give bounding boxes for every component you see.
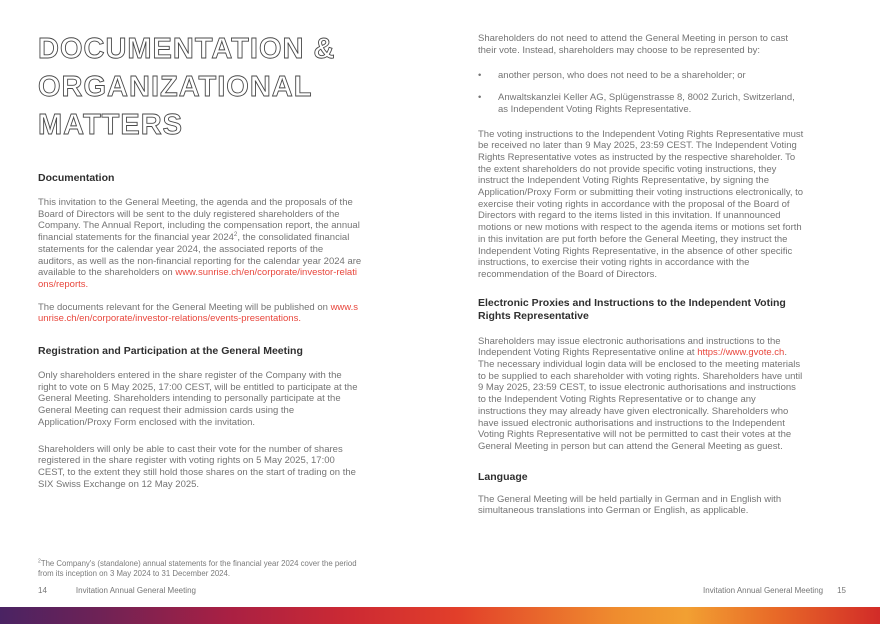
heading-documentation: Documentation	[38, 172, 115, 184]
paragraph-documentation-1	[38, 197, 362, 291]
footer-right	[703, 586, 846, 595]
footer-label-left: Invitation Annual General Meeting	[75, 586, 196, 595]
footer-left	[38, 586, 196, 595]
paragraph-representation-intro: Shareholders do not need to attend the General Meeting in person to cast their vote. Instead, shareholders may choose to be represented by:	[478, 33, 789, 56]
paragraph-electronic-proxies	[478, 336, 804, 453]
page-number-left: 14	[38, 586, 47, 595]
reports-link[interactable]: www.sunrise.ch/en/corporate/investor-relations/reports.	[38, 267, 357, 290]
page-title-line-3: MATTERS	[38, 109, 184, 141]
page-title-line-2: ORGANIZATIONAL	[38, 71, 313, 103]
bullet-text: Anwaltskanzlei Keller AG, Splügenstrasse 8, 8002 Zurich, Switzerland, as Independent Voting Rights Representative.	[498, 92, 795, 115]
page-title	[38, 30, 362, 144]
paragraph-documentation-2	[38, 302, 362, 325]
page-title-line-1: DOCUMENTATION &	[38, 33, 336, 65]
paragraph-text: The documents relevant for the General Meeting will be published on	[38, 301, 331, 313]
paragraph-registration-1: Only shareholders entered in the share register of the Company with the right to vote on 5 May 2025, 17:00 CEST, will be entitled to participate at the General Meeting. Shareholders intending to personally participate at the General Meeting can request their admission cards using the Application/Proxy Form enclosed with the invitation.	[38, 370, 358, 428]
paragraph-text: Shareholders may issue electronic authorisations and instructions to the Independent Voting Rights Representative online at	[478, 335, 781, 359]
bullet-icon: •	[478, 70, 482, 82]
page-number-right: 15	[837, 586, 846, 595]
brand-gradient-bar	[0, 607, 880, 624]
footnote-marker: 2	[233, 230, 238, 238]
paragraph-text: . The necessary individual login data will be enclosed to the meeting materials to be supplied to each shareholder with voting rights. Shareholders have until 9 May 2025, 23:59 CEST, to issue electronic authorisations and instructions to the Independent Voting Rights Representative or to change any instructions they may already have given electronically. Shareholders who have issued electronic authorisations and instructions to the Independent Voting Rights Representative will not be permitted to cast their votes at the General Meeting in person but can attend the General Meeting as guest.	[478, 347, 803, 452]
paragraph-voting-instructions: The voting instructions to the Independent Voting Rights Representative must be received no later than 9 May 2025, 23:59 CEST. The Independent Voting Rights Representative votes as instructed by the respective shareholder. To the extent shareholders do not provide specific voting instructions, they instruct the Independent Voting Rights Representative, by signing the Application/Proxy Form or submitting their voting instructions electronically, to exercise their voting rights in accordance with the proposal of the Board of Directors with regard to the items listed in this invitation. If unannounced motions or new motions with respect to the agenda items or motions set forth in this invitation are put forth before the General Meeting, they instruct the Independent Voting Rights Representative, in the absence of other specific instructions, to exercise their voting rights in accordance with the recommendation of the Board of Directors.	[478, 128, 804, 280]
footnote-marker: 2	[38, 558, 41, 565]
paragraph-text: , the consolidated financial statements for the calendar year 2024, the associated reports of the auditors, as well as the non-financial reporting for the calendar year 2024 are available to the shareholders on	[38, 232, 362, 279]
events-presentations-link[interactable]: www.sunrise.ch/en/corporate/investor-relations/events-presentations.	[38, 301, 359, 325]
gvote-link[interactable]: https://www.gvote.ch	[697, 347, 785, 359]
heading-language: Language	[478, 470, 528, 483]
bullet-icon: •	[478, 92, 482, 104]
paragraph-language: The General Meeting will be held partially in German and in English with simultaneous translations into German or English, as applicable.	[478, 493, 782, 517]
heading-electronic-proxies: Electronic Proxies and Instructions to the Independent Voting Rights Representative	[478, 296, 786, 322]
page-left	[38, 0, 362, 490]
bullet-text: another person, who does not need to be a shareholder; or	[498, 70, 746, 82]
paragraph-registration-2: Shareholders will only be able to cast their vote for the number of shares registered in the share register with voting rights on 5 May 2025, 17:00 CEST, to the extent they still hold those shares on the start of trading on the SIX Swiss Exchange on 12 May 2025.	[38, 443, 356, 490]
footer-label-right: Invitation Annual General Meeting	[703, 586, 824, 595]
bullet-item-1	[478, 70, 804, 82]
footnote	[38, 559, 368, 578]
paragraph-text: This invitation to the General Meeting, the agenda and the proposals of the Board of Directors will be sent to the duly registered shareholders of the Company. The Annual Report, including the compensation report, the annual financial statements for the financial year 2024	[38, 197, 360, 244]
heading-registration: Registration and Participation at the General Meeting	[38, 345, 303, 358]
bullet-item-2	[478, 92, 804, 115]
page-right	[478, 0, 804, 517]
footnote-text: The Company's (standalone) annual statements for the financial year 2024 cover the period from its inception on 3 May 2024 to 31 December 2024.	[38, 559, 357, 578]
